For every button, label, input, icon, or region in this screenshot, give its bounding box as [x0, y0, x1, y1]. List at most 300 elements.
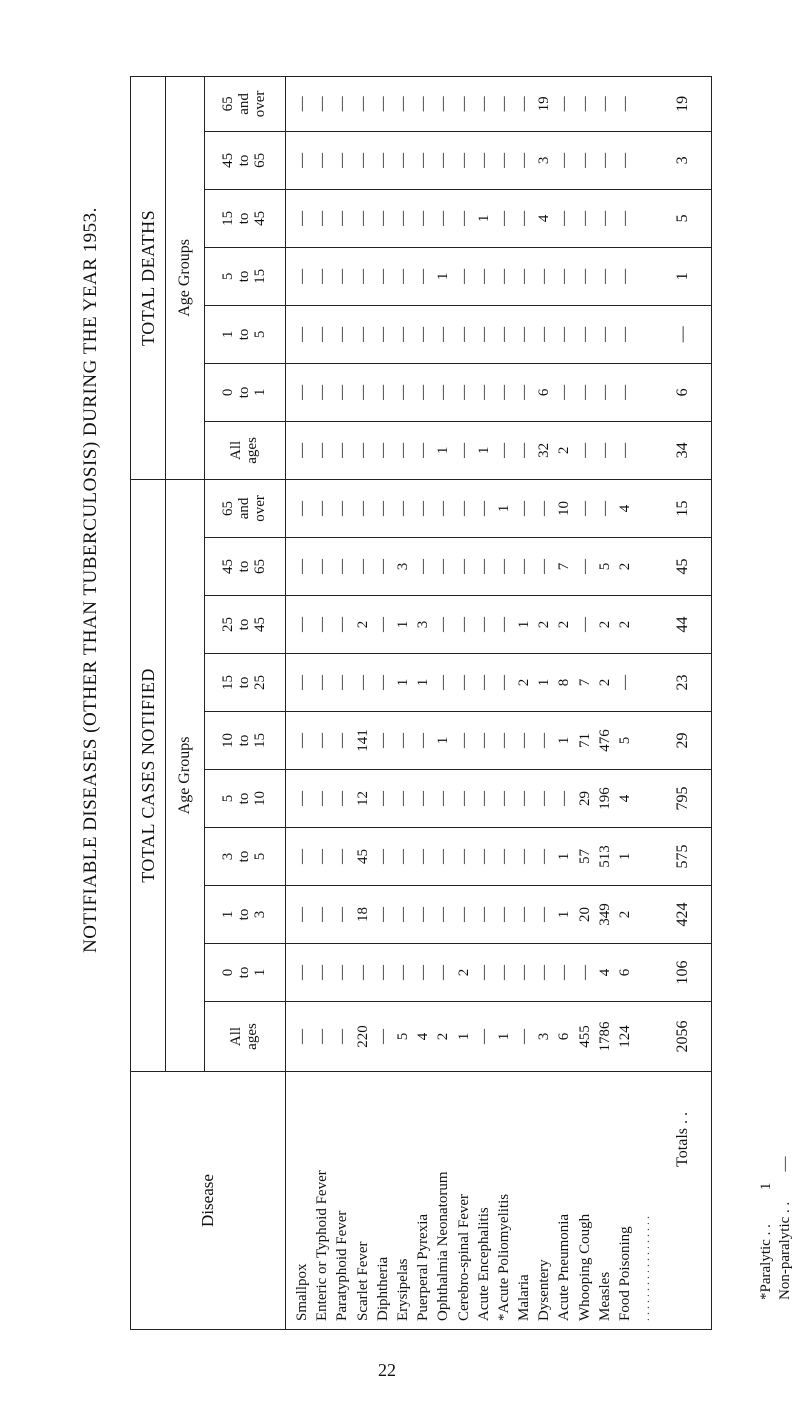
- table-cell: —: [374, 559, 391, 574]
- table-cell: 2: [617, 562, 633, 571]
- table-cell: —: [536, 965, 553, 980]
- header-word: and: [236, 497, 253, 520]
- table-cell: —: [495, 965, 512, 980]
- header-word: to: [236, 270, 253, 283]
- case-total-cell: 424: [655, 886, 712, 944]
- table-cell: —: [516, 1029, 533, 1044]
- table-cell: —: [294, 384, 310, 400]
- table-cell: —: [617, 442, 633, 458]
- disease-name: Enteric or Typhoid Fever: [314, 1170, 331, 1321]
- table-cell: 1: [556, 910, 573, 919]
- table-cell: —: [294, 1029, 310, 1044]
- table-cell: —: [576, 965, 593, 980]
- table-cell: —: [435, 210, 452, 226]
- table-cell: —: [556, 210, 573, 226]
- table-cell: —: [617, 384, 633, 400]
- table-cell: —: [354, 326, 371, 342]
- table-cell: —: [394, 152, 411, 168]
- table-cell: 1786: [596, 1021, 613, 1052]
- table-cell: —: [556, 965, 573, 980]
- header-word: 45: [220, 559, 237, 574]
- table-cell: —: [374, 1029, 391, 1044]
- table-cell: 8: [556, 678, 573, 687]
- table-cell: —: [475, 96, 492, 112]
- table-cell: —: [455, 268, 472, 284]
- table-cell: 2: [354, 620, 371, 629]
- table-cell: 1: [495, 1032, 512, 1041]
- header-word: 15: [220, 210, 237, 226]
- case-total-cell: 45: [655, 538, 712, 596]
- header-word: 45: [251, 210, 268, 226]
- table-cell: —: [576, 210, 593, 226]
- table-cell: —: [516, 849, 533, 864]
- table-cell: —: [475, 617, 492, 632]
- table-cell: —: [516, 384, 533, 400]
- table-cell: —: [294, 96, 310, 112]
- table-cell: —: [495, 210, 512, 226]
- table-cell: —: [516, 500, 533, 516]
- table-cell: —: [596, 442, 613, 458]
- table-cell: —: [576, 442, 593, 458]
- table-cell: —: [576, 617, 593, 632]
- table-cell: —: [374, 849, 391, 864]
- table-cell: —: [374, 965, 391, 980]
- table-cell: —: [314, 675, 331, 690]
- case-total-cell: 23: [655, 654, 712, 712]
- case-total-cell: 106: [655, 944, 712, 1002]
- disease-name: Measles: [596, 1271, 613, 1321]
- case-total-cell: 575: [655, 828, 712, 886]
- header-word: 5: [220, 794, 237, 803]
- header-word: 1: [220, 330, 237, 339]
- footnote-value: 1: [758, 1182, 774, 1191]
- death-total-cell: 6: [655, 363, 712, 421]
- table-cell: —: [475, 733, 492, 748]
- table-cell: —: [294, 733, 310, 748]
- header-word: ages: [244, 1023, 260, 1050]
- table-cell: —: [576, 152, 593, 168]
- table-cell: —: [576, 96, 593, 112]
- table-cell: —: [536, 791, 553, 806]
- table-cell: 71: [576, 733, 593, 748]
- table-cell: 124: [617, 1025, 633, 1048]
- table-cell: —: [516, 559, 533, 574]
- case-age-column-header: [205, 1002, 286, 1072]
- table-cell: —: [475, 152, 492, 168]
- table-cell: —: [455, 559, 472, 574]
- header-word: ages: [244, 437, 260, 464]
- table-cell: 4: [596, 968, 613, 977]
- header-word: to: [236, 676, 253, 689]
- footnote-dots: . .: [758, 1224, 774, 1236]
- table-cell: —: [495, 384, 512, 400]
- table-cell: —: [415, 210, 432, 226]
- header-word: All: [228, 440, 245, 460]
- table-cell: 2: [556, 620, 573, 629]
- table-cell: —: [475, 326, 492, 342]
- table-cell: —: [516, 96, 533, 112]
- table-cell: —: [334, 559, 351, 574]
- header-word: 65: [251, 559, 268, 574]
- table-cell: —: [294, 268, 310, 284]
- table-cell: 5: [617, 736, 633, 745]
- table-cell: 4: [617, 504, 633, 513]
- table-cell: —: [455, 326, 472, 342]
- disease-list: [286, 1072, 656, 1330]
- header-word: 65: [220, 500, 237, 516]
- table-cell: —: [354, 152, 371, 168]
- footnote-line-paralytic: [757, 1154, 776, 1300]
- table-cell: —: [455, 617, 472, 632]
- case-age-column-header: [205, 479, 286, 537]
- table-cell: —: [394, 907, 411, 922]
- rotated-table-stage: [130, 87, 690, 1330]
- header-word: to: [236, 850, 253, 863]
- table-cell: —: [294, 326, 310, 342]
- case-age-column-header: [205, 538, 286, 596]
- table-cell: —: [334, 384, 351, 400]
- death-total-cell: 5: [655, 189, 712, 247]
- case-value-column: [286, 944, 656, 1002]
- table-cell: —: [556, 268, 573, 284]
- table-cell: —: [314, 965, 331, 980]
- case-age-column-header: [205, 654, 286, 712]
- disease-name: Puerperal Pyrexia: [415, 1213, 432, 1321]
- table-cell: —: [596, 326, 613, 342]
- table-cell: —: [354, 675, 371, 690]
- header-word: to: [236, 792, 253, 805]
- header-word: 5: [220, 272, 237, 281]
- table-cell: —: [516, 152, 533, 168]
- table-cell: 2: [556, 446, 573, 455]
- case-age-column-header: [205, 944, 286, 1002]
- table-cell: —: [374, 210, 391, 226]
- table-cell: —: [475, 965, 492, 980]
- disease-name: Whooping Cough: [576, 1213, 593, 1321]
- header-word: 0: [220, 388, 237, 397]
- table-cell: —: [334, 965, 351, 980]
- header-word: to: [236, 734, 253, 747]
- death-age-column-header: [205, 363, 286, 421]
- table-cell: —: [415, 96, 432, 112]
- case-total-cell: 44: [655, 596, 712, 654]
- table-cell: —: [334, 907, 351, 922]
- table-cell: —: [394, 96, 411, 112]
- table-cell: —: [536, 907, 553, 922]
- table-cell: —: [415, 849, 432, 864]
- table-cell: —: [394, 733, 411, 748]
- table-cell: 1: [435, 736, 452, 745]
- table-cell: —: [334, 617, 351, 632]
- case-value-column: [286, 886, 656, 944]
- header-word: 1: [220, 910, 237, 919]
- death-value-column: [286, 421, 656, 479]
- header-word: 65: [220, 96, 237, 112]
- death-age-column-header: [205, 189, 286, 247]
- cases-age-groups-header: Age Groups: [166, 479, 205, 1071]
- table-cell: 4: [617, 794, 633, 803]
- table-cell: 6: [617, 968, 633, 977]
- footnote-dots: . .: [777, 1201, 793, 1213]
- death-age-column-header: [205, 305, 286, 363]
- death-age-column-header: [205, 131, 286, 189]
- table-cell: 513: [596, 845, 613, 868]
- table-cell: —: [455, 152, 472, 168]
- table-cell: —: [314, 442, 331, 458]
- table-cell: —: [415, 559, 432, 574]
- table-cell: —: [294, 791, 310, 806]
- table-cell: —: [294, 675, 310, 690]
- death-value-column: [286, 76, 656, 131]
- table-cell: —: [536, 500, 553, 516]
- table-cell: 2: [435, 1032, 452, 1041]
- case-value-column: [286, 479, 656, 537]
- cases-group-header: TOTAL CASES NOTIFIED: [131, 479, 166, 1071]
- disease-name: Dysentery: [536, 1259, 553, 1321]
- table-cell: 2: [596, 620, 613, 629]
- disease-header: Disease: [131, 1072, 286, 1330]
- table-cell: —: [374, 326, 391, 342]
- header-word: All: [228, 1026, 245, 1047]
- table-cell: 1: [516, 620, 533, 629]
- table-cell: —: [495, 675, 512, 690]
- table-cell: —: [435, 675, 452, 690]
- table-cell: —: [314, 326, 331, 342]
- table-cell: —: [314, 559, 331, 574]
- table-cell: 57: [576, 849, 593, 864]
- table-cell: 141: [354, 729, 371, 752]
- header-word: 1: [251, 388, 268, 397]
- disease-name: Ophthalmia Neonatorum: [435, 1171, 452, 1321]
- table-cell: —: [556, 791, 573, 806]
- table-cell: —: [435, 907, 452, 922]
- table-cell: —: [334, 96, 351, 112]
- table-cell: —: [516, 733, 533, 748]
- table-cell: —: [475, 791, 492, 806]
- table-cell: —: [475, 1029, 492, 1044]
- table-cell: —: [435, 617, 452, 632]
- disease-name: *Acute Poliomyelitis: [495, 1193, 512, 1321]
- table-cell: 196: [596, 787, 613, 810]
- table-cell: —: [617, 268, 633, 284]
- header-word: 5: [251, 852, 268, 861]
- table-cell: —: [495, 849, 512, 864]
- table-cell: —: [354, 442, 371, 458]
- table-cell: 4: [536, 214, 553, 223]
- table-cell: —: [516, 326, 533, 342]
- case-total-cell: 2056: [655, 1002, 712, 1072]
- table-cell: —: [415, 907, 432, 922]
- table-cell: —: [516, 442, 533, 458]
- table-cell: 20: [576, 907, 593, 922]
- table-cell: —: [617, 326, 633, 342]
- table-cell: —: [334, 733, 351, 748]
- table-cell: —: [374, 442, 391, 458]
- header-word: to: [236, 328, 253, 341]
- header-word: to: [236, 386, 253, 399]
- table-cell: —: [354, 96, 371, 112]
- case-total-cell: 15: [655, 479, 712, 537]
- table-cell: —: [394, 500, 411, 516]
- table-cell: 3: [415, 620, 432, 629]
- table-cell: —: [455, 675, 472, 690]
- totals-label-cell: [655, 1072, 712, 1330]
- case-value-column: [286, 538, 656, 596]
- table-cell: —: [475, 849, 492, 864]
- case-value-column: [286, 596, 656, 654]
- table-cell: —: [354, 500, 371, 516]
- table-cell: 1: [394, 620, 411, 629]
- table-cell: —: [294, 210, 310, 226]
- table-cell: —: [455, 791, 472, 806]
- table-cell: —: [314, 733, 331, 748]
- table-cell: —: [495, 96, 512, 112]
- table-cell: —: [516, 210, 533, 226]
- table-cell: —: [314, 210, 331, 226]
- table-cell: 4: [415, 1032, 432, 1041]
- totals-dots: . .: [674, 1112, 692, 1124]
- table-cell: —: [435, 326, 452, 342]
- table-cell: —: [294, 907, 310, 922]
- table-cell: 5: [596, 562, 613, 571]
- table-cell: —: [617, 96, 633, 112]
- disease-name: Food Poisoning: [617, 1226, 633, 1321]
- table-cell: —: [374, 152, 391, 168]
- table-cell: —: [415, 442, 432, 458]
- header-word: to: [236, 966, 253, 979]
- table-cell: —: [495, 559, 512, 574]
- header-word: 1: [251, 968, 268, 977]
- table-cell: —: [334, 442, 351, 458]
- table-cell: —: [576, 500, 593, 516]
- table-cell: —: [435, 791, 452, 806]
- table-cell: —: [294, 442, 310, 458]
- table-cell: —: [435, 500, 452, 516]
- header-word: to: [236, 618, 253, 631]
- table-cell: —: [576, 326, 593, 342]
- table-cell: —: [334, 210, 351, 226]
- notifiable-diseases-table: [130, 76, 712, 1330]
- table-cell: —: [314, 500, 331, 516]
- table-cell: —: [394, 384, 411, 400]
- table-cell: 2: [516, 678, 533, 687]
- case-total-cell: 795: [655, 770, 712, 828]
- case-value-column: [286, 828, 656, 886]
- case-age-column-header: [205, 886, 286, 944]
- table-cell: —: [394, 326, 411, 342]
- table-cell: —: [294, 152, 310, 168]
- table-cell: —: [455, 849, 472, 864]
- table-cell: 2: [536, 620, 553, 629]
- death-age-column-header: [205, 421, 286, 479]
- table-cell: —: [394, 791, 411, 806]
- table-cell: 10: [556, 500, 573, 516]
- header-word: to: [236, 212, 253, 225]
- table-cell: 1: [475, 446, 492, 455]
- header-word: 0: [220, 968, 237, 977]
- header-word: 25: [251, 675, 268, 690]
- disease-name: Malaria: [516, 1274, 533, 1321]
- table-cell: —: [394, 442, 411, 458]
- table-cell: 1: [435, 272, 452, 281]
- death-value-column: [286, 247, 656, 305]
- table-cell: —: [294, 500, 310, 516]
- death-value-column: [286, 131, 656, 189]
- table-cell: —: [354, 268, 371, 284]
- table-cell: —: [374, 384, 391, 400]
- table-cell: —: [294, 617, 310, 632]
- table-cell: —: [334, 675, 351, 690]
- footnote-value: —: [777, 1156, 793, 1172]
- disease-name: Diphtheria: [374, 1256, 391, 1321]
- table-cell: —: [596, 210, 613, 226]
- table-cell: —: [617, 152, 633, 168]
- header-word: 15: [251, 268, 268, 284]
- table-cell: —: [394, 965, 411, 980]
- disease-name: Smallpox: [294, 1263, 310, 1321]
- death-age-column-header: [205, 76, 286, 131]
- header-word: 10: [251, 791, 268, 806]
- table-cell: 12: [354, 791, 371, 806]
- header-word: to: [236, 154, 253, 167]
- death-total-cell: 1: [655, 247, 712, 305]
- table-cell: —: [415, 384, 432, 400]
- table-cell: —: [415, 733, 432, 748]
- table-cell: —: [455, 907, 472, 922]
- table-cell: 220: [354, 1025, 371, 1048]
- table-cell: 1: [415, 678, 432, 687]
- table-cell: —: [495, 268, 512, 284]
- poliomyelitis-footnote: [757, 1154, 795, 1300]
- table-cell: 29: [576, 791, 593, 806]
- table-cell: —: [314, 1029, 331, 1044]
- table-cell: 1: [495, 504, 512, 513]
- table-cell: —: [455, 384, 472, 400]
- table-cell: —: [374, 675, 391, 690]
- totals-label: Totals: [674, 1128, 692, 1167]
- header-word: 3: [251, 910, 268, 919]
- table-cell: —: [415, 268, 432, 284]
- table-cell: 3: [536, 1032, 553, 1041]
- case-value-column: [286, 654, 656, 712]
- table-cell: —: [516, 965, 533, 980]
- table-cell: 32: [536, 442, 553, 458]
- death-age-column-header: [205, 247, 286, 305]
- table-cell: —: [334, 791, 351, 806]
- table-cell: 1: [556, 852, 573, 861]
- disease-name: Cerebro-spinal Fever: [455, 1193, 472, 1321]
- table-cell: 2: [455, 968, 472, 977]
- table-cell: —: [314, 849, 331, 864]
- table-cell: —: [536, 559, 553, 574]
- table-cell: —: [415, 791, 432, 806]
- case-value-column: [286, 1002, 656, 1072]
- disease-name: Acute Pneumonia: [556, 1213, 573, 1321]
- table-cell: —: [495, 791, 512, 806]
- table-cell: —: [374, 96, 391, 112]
- table-cell: —: [596, 500, 613, 516]
- table-cell: 6: [536, 388, 553, 397]
- table-cell: 1: [556, 736, 573, 745]
- table-cell: —: [495, 152, 512, 168]
- table-cell: 1: [394, 678, 411, 687]
- table-cell: —: [475, 268, 492, 284]
- page-number: 22: [378, 1360, 396, 1380]
- table-cell: —: [596, 268, 613, 284]
- table-cell: 2: [596, 678, 613, 687]
- table-cell: —: [536, 849, 553, 864]
- table-cell: —: [334, 152, 351, 168]
